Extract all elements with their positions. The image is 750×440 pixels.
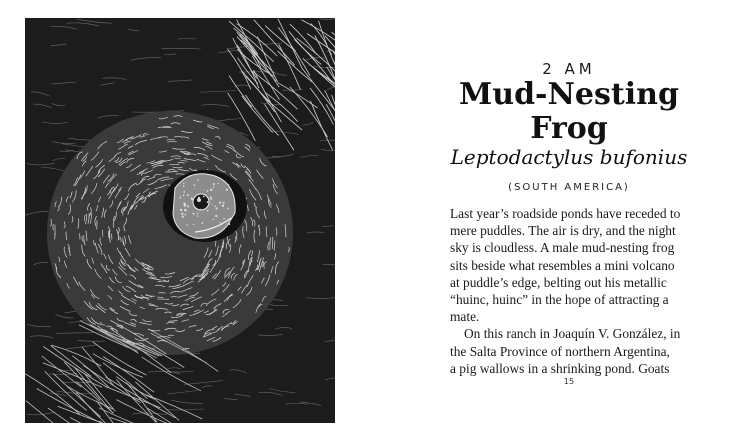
body-text: [450, 205, 712, 377]
region-label: (SOUTH AMERICA): [508, 182, 630, 193]
text-line: On this ranch in Joaquín V. González, in: [464, 326, 681, 342]
frog-illustration: [25, 18, 335, 423]
text-line: the Salta Province of northern Argentina,: [450, 343, 670, 359]
text-line: a pig wallows in a shrinking pond. Goats: [450, 360, 670, 376]
text-line: sits beside what resembles a mini volcano: [450, 257, 675, 273]
title-line-2: Frog: [530, 111, 608, 146]
text-line: sky is cloudless. A male mud-nesting frog: [450, 240, 675, 256]
text-line: at puddle’s edge, belting out his metallic: [450, 274, 667, 290]
text-line: Last year’s roadside ponds have receded to: [450, 206, 681, 221]
species-title: [430, 78, 708, 146]
title-line-1: Mud-Nesting: [459, 77, 679, 112]
text-line: mate.: [450, 309, 480, 325]
time-label: 2 AM: [542, 60, 596, 78]
text-line: mere puddles. The air is dry, and the night: [450, 223, 676, 239]
scientific-name: Leptodactylus bufonius: [450, 145, 688, 169]
text-page: [430, 0, 720, 440]
text-line: “huinc, huinc” in the hope of attracting a: [450, 292, 669, 308]
paragraph-1: [450, 205, 712, 325]
paragraph-2: [450, 325, 712, 377]
page-number: 15: [563, 377, 575, 386]
